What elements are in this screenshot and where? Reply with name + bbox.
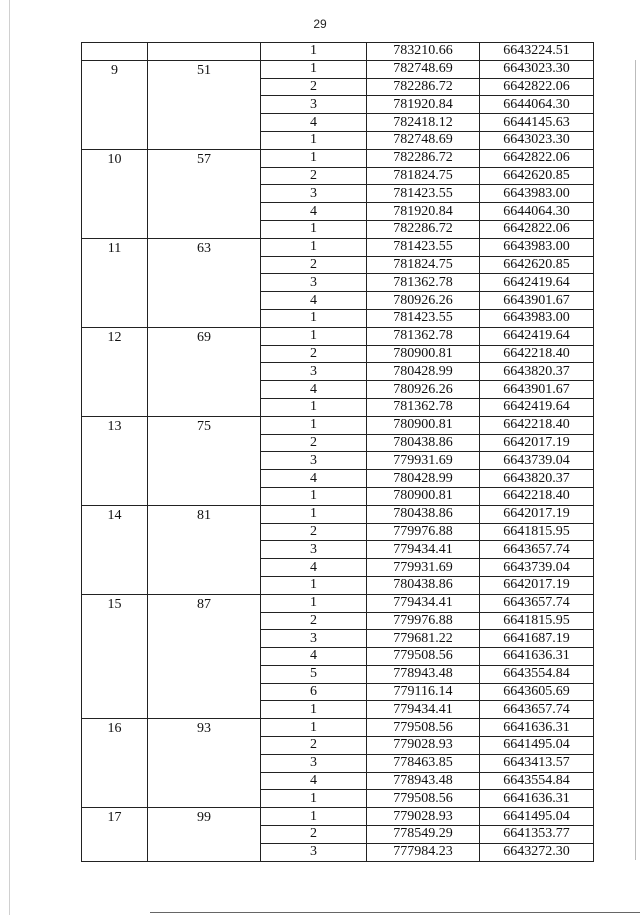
y-coordinate-cell: 6643023.30 xyxy=(480,60,594,78)
point-number-cell: 4 xyxy=(261,292,367,310)
x-coordinate-cell: 781920.84 xyxy=(367,203,480,221)
point-number-cell: 1 xyxy=(261,309,367,327)
y-coordinate-cell: 6643901.67 xyxy=(480,292,594,310)
x-coordinate-cell: 782748.69 xyxy=(367,131,480,149)
x-coordinate-cell: 781423.55 xyxy=(367,185,480,203)
x-coordinate-cell: 781920.84 xyxy=(367,96,480,114)
point-number-cell: 2 xyxy=(261,167,367,185)
point-number-cell: 2 xyxy=(261,434,367,452)
table-row xyxy=(82,327,594,345)
table-row xyxy=(82,719,594,737)
y-coordinate-cell: 6643657.74 xyxy=(480,701,594,719)
x-coordinate-cell: 782286.72 xyxy=(367,149,480,167)
x-coordinate-cell: 779028.93 xyxy=(367,808,480,826)
y-coordinate-cell: 6643554.84 xyxy=(480,772,594,790)
point-number-cell: 2 xyxy=(261,737,367,755)
x-coordinate-cell: 779931.69 xyxy=(367,559,480,577)
point-number-cell: 3 xyxy=(261,843,367,861)
point-number-cell: 1 xyxy=(261,576,367,594)
x-coordinate-cell: 780926.26 xyxy=(367,381,480,399)
y-coordinate-cell: 6643983.00 xyxy=(480,309,594,327)
point-number-cell: 2 xyxy=(261,612,367,630)
x-coordinate-cell: 780438.86 xyxy=(367,576,480,594)
x-coordinate-cell: 780438.86 xyxy=(367,434,480,452)
x-coordinate-cell: 780438.86 xyxy=(367,505,480,523)
y-coordinate-cell: 6642620.85 xyxy=(480,167,594,185)
point-number-cell: 1 xyxy=(261,701,367,719)
y-coordinate-cell: 6644064.30 xyxy=(480,96,594,114)
group-number-cell: 10 xyxy=(82,149,148,238)
table-row xyxy=(82,416,594,434)
group-number-cell: 12 xyxy=(82,327,148,416)
y-coordinate-cell: 6641353.77 xyxy=(480,826,594,844)
point-number-cell: 4 xyxy=(261,114,367,132)
point-number-cell: 1 xyxy=(261,60,367,78)
x-coordinate-cell: 779434.41 xyxy=(367,594,480,612)
point-number-cell: 4 xyxy=(261,559,367,577)
x-coordinate-cell: 781362.78 xyxy=(367,398,480,416)
y-coordinate-cell: 6641687.19 xyxy=(480,630,594,648)
x-coordinate-cell: 782748.69 xyxy=(367,60,480,78)
y-coordinate-cell: 6642218.40 xyxy=(480,416,594,434)
y-coordinate-cell: 6643739.04 xyxy=(480,559,594,577)
y-coordinate-cell: 6642822.06 xyxy=(480,78,594,96)
point-number-cell: 3 xyxy=(261,185,367,203)
group-number-cell: 16 xyxy=(82,719,148,808)
x-coordinate-cell: 780900.81 xyxy=(367,416,480,434)
y-coordinate-cell: 6642218.40 xyxy=(480,487,594,505)
point-number-cell: 1 xyxy=(261,238,367,256)
x-coordinate-cell: 781824.75 xyxy=(367,167,480,185)
point-number-cell: 1 xyxy=(261,719,367,737)
y-coordinate-cell: 6643224.51 xyxy=(480,43,594,61)
y-coordinate-cell: 6641495.04 xyxy=(480,737,594,755)
group-number-cell: 11 xyxy=(82,238,148,327)
y-coordinate-cell: 6642017.19 xyxy=(480,434,594,452)
point-number-cell: 4 xyxy=(261,470,367,488)
x-coordinate-cell: 779976.88 xyxy=(367,612,480,630)
point-number-cell: 2 xyxy=(261,523,367,541)
contour-number-cell: 75 xyxy=(148,416,261,505)
x-coordinate-cell: 779508.56 xyxy=(367,648,480,666)
y-coordinate-cell: 6641495.04 xyxy=(480,808,594,826)
point-number-cell: 1 xyxy=(261,220,367,238)
point-number-cell: 5 xyxy=(261,665,367,683)
group-number-cell: 14 xyxy=(82,505,148,594)
table-row xyxy=(82,808,594,826)
y-coordinate-cell: 6644145.63 xyxy=(480,114,594,132)
x-coordinate-cell: 780428.99 xyxy=(367,470,480,488)
point-number-cell: 6 xyxy=(261,683,367,701)
y-coordinate-cell: 6641636.31 xyxy=(480,648,594,666)
point-number-cell: 1 xyxy=(261,416,367,434)
y-coordinate-cell: 6643605.69 xyxy=(480,683,594,701)
point-number-cell: 1 xyxy=(261,149,367,167)
y-coordinate-cell: 6642419.64 xyxy=(480,327,594,345)
y-coordinate-cell: 6642822.06 xyxy=(480,149,594,167)
x-coordinate-cell: 779508.56 xyxy=(367,790,480,808)
group-number-cell: 9 xyxy=(82,60,148,149)
point-number-cell: 1 xyxy=(261,43,367,61)
x-coordinate-cell: 779434.41 xyxy=(367,701,480,719)
point-number-cell: 3 xyxy=(261,96,367,114)
point-number-cell: 4 xyxy=(261,648,367,666)
contour-number-cell: 99 xyxy=(148,808,261,861)
point-number-cell: 2 xyxy=(261,345,367,363)
y-coordinate-cell: 6643820.37 xyxy=(480,363,594,381)
table-row xyxy=(82,594,594,612)
group-number-cell: 13 xyxy=(82,416,148,505)
table-row xyxy=(82,43,594,61)
y-coordinate-cell: 6643657.74 xyxy=(480,541,594,559)
x-coordinate-cell: 779931.69 xyxy=(367,452,480,470)
point-number-cell: 3 xyxy=(261,452,367,470)
y-coordinate-cell: 6641815.95 xyxy=(480,612,594,630)
x-coordinate-cell: 777984.23 xyxy=(367,843,480,861)
point-number-cell: 1 xyxy=(261,594,367,612)
point-number-cell: 1 xyxy=(261,327,367,345)
scan-edge-left xyxy=(9,0,10,915)
point-number-cell: 3 xyxy=(261,630,367,648)
group-number-cell xyxy=(82,43,148,61)
y-coordinate-cell: 6643739.04 xyxy=(480,452,594,470)
y-coordinate-cell: 6643820.37 xyxy=(480,470,594,488)
y-coordinate-cell: 6642419.64 xyxy=(480,274,594,292)
point-number-cell: 1 xyxy=(261,131,367,149)
y-coordinate-cell: 6641815.95 xyxy=(480,523,594,541)
x-coordinate-cell: 779434.41 xyxy=(367,541,480,559)
group-number-cell: 17 xyxy=(82,808,148,861)
y-coordinate-cell: 6643901.67 xyxy=(480,381,594,399)
scan-bottom-line xyxy=(150,912,640,913)
contour-number-cell: 93 xyxy=(148,719,261,808)
point-number-cell: 3 xyxy=(261,541,367,559)
x-coordinate-cell: 781362.78 xyxy=(367,274,480,292)
x-coordinate-cell: 782286.72 xyxy=(367,78,480,96)
y-coordinate-cell: 6642620.85 xyxy=(480,256,594,274)
table-row xyxy=(82,238,594,256)
point-number-cell: 2 xyxy=(261,826,367,844)
coordinates-table-body xyxy=(82,43,594,862)
contour-number-cell: 51 xyxy=(148,60,261,149)
point-number-cell: 1 xyxy=(261,790,367,808)
x-coordinate-cell: 780926.26 xyxy=(367,292,480,310)
x-coordinate-cell: 778943.48 xyxy=(367,665,480,683)
x-coordinate-cell: 778943.48 xyxy=(367,772,480,790)
scan-edge-right xyxy=(635,60,636,860)
x-coordinate-cell: 781423.55 xyxy=(367,309,480,327)
x-coordinate-cell: 782286.72 xyxy=(367,220,480,238)
y-coordinate-cell: 6644064.30 xyxy=(480,203,594,221)
table-row xyxy=(82,149,594,167)
point-number-cell: 1 xyxy=(261,808,367,826)
x-coordinate-cell: 780428.99 xyxy=(367,363,480,381)
y-coordinate-cell: 6643023.30 xyxy=(480,131,594,149)
y-coordinate-cell: 6642822.06 xyxy=(480,220,594,238)
point-number-cell: 1 xyxy=(261,487,367,505)
table-row xyxy=(82,60,594,78)
group-number-cell: 15 xyxy=(82,594,148,719)
page-number: 29 xyxy=(313,17,327,31)
y-coordinate-cell: 6643983.00 xyxy=(480,185,594,203)
contour-number-cell xyxy=(148,43,261,61)
y-coordinate-cell: 6643983.00 xyxy=(480,238,594,256)
point-number-cell: 4 xyxy=(261,772,367,790)
contour-number-cell: 57 xyxy=(148,149,261,238)
x-coordinate-cell: 781423.55 xyxy=(367,238,480,256)
x-coordinate-cell: 783210.66 xyxy=(367,43,480,61)
x-coordinate-cell: 779116.14 xyxy=(367,683,480,701)
point-number-cell: 4 xyxy=(261,381,367,399)
x-coordinate-cell: 779976.88 xyxy=(367,523,480,541)
y-coordinate-cell: 6641636.31 xyxy=(480,790,594,808)
y-coordinate-cell: 6641636.31 xyxy=(480,719,594,737)
contour-number-cell: 87 xyxy=(148,594,261,719)
table-row xyxy=(82,505,594,523)
y-coordinate-cell: 6642419.64 xyxy=(480,398,594,416)
point-number-cell: 3 xyxy=(261,754,367,772)
point-number-cell: 2 xyxy=(261,78,367,96)
x-coordinate-cell: 779681.22 xyxy=(367,630,480,648)
y-coordinate-cell: 6642017.19 xyxy=(480,505,594,523)
coordinates-table xyxy=(81,42,594,862)
x-coordinate-cell: 779508.56 xyxy=(367,719,480,737)
x-coordinate-cell: 779028.93 xyxy=(367,737,480,755)
x-coordinate-cell: 782418.12 xyxy=(367,114,480,132)
point-number-cell: 3 xyxy=(261,274,367,292)
y-coordinate-cell: 6642218.40 xyxy=(480,345,594,363)
x-coordinate-cell: 781824.75 xyxy=(367,256,480,274)
x-coordinate-cell: 778463.85 xyxy=(367,754,480,772)
x-coordinate-cell: 780900.81 xyxy=(367,345,480,363)
point-number-cell: 1 xyxy=(261,505,367,523)
y-coordinate-cell: 6643272.30 xyxy=(480,843,594,861)
point-number-cell: 3 xyxy=(261,363,367,381)
point-number-cell: 2 xyxy=(261,256,367,274)
x-coordinate-cell: 780900.81 xyxy=(367,487,480,505)
y-coordinate-cell: 6642017.19 xyxy=(480,576,594,594)
x-coordinate-cell: 781362.78 xyxy=(367,327,480,345)
contour-number-cell: 81 xyxy=(148,505,261,594)
point-number-cell: 4 xyxy=(261,203,367,221)
x-coordinate-cell: 778549.29 xyxy=(367,826,480,844)
y-coordinate-cell: 6643657.74 xyxy=(480,594,594,612)
y-coordinate-cell: 6643554.84 xyxy=(480,665,594,683)
contour-number-cell: 63 xyxy=(148,238,261,327)
y-coordinate-cell: 6643413.57 xyxy=(480,754,594,772)
point-number-cell: 1 xyxy=(261,398,367,416)
contour-number-cell: 69 xyxy=(148,327,261,416)
